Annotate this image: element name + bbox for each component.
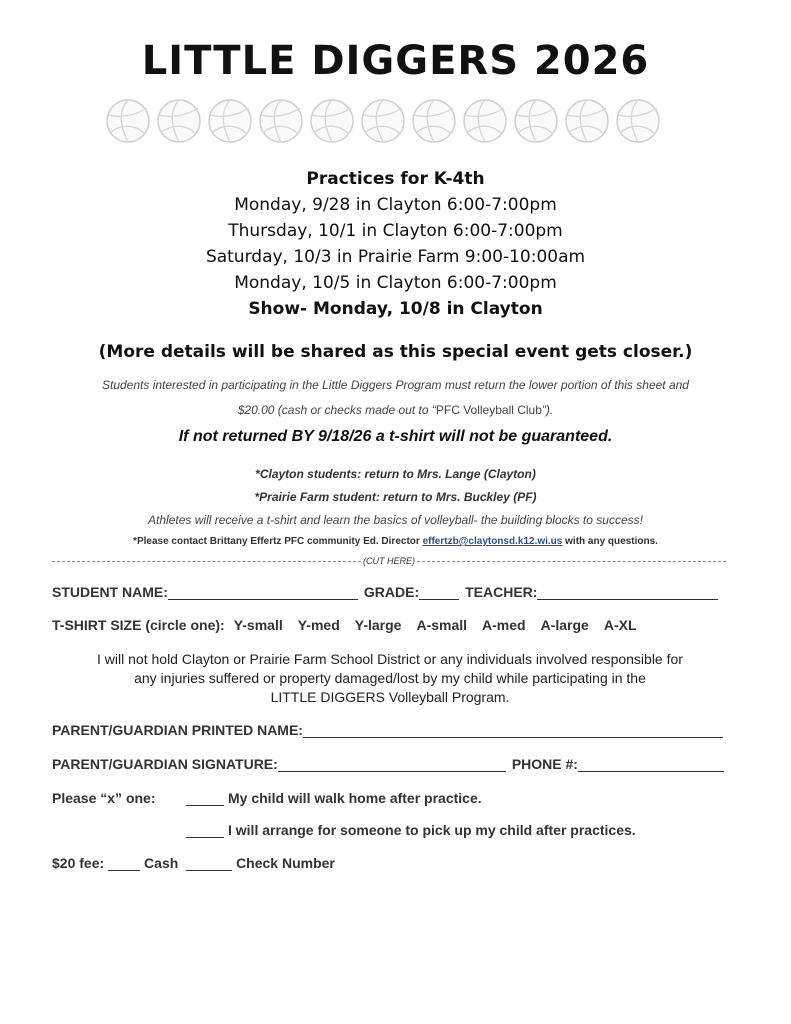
parent-name-field[interactable] [303,724,723,738]
phone-field[interactable] [578,758,724,772]
student-name-field[interactable] [168,586,358,600]
tshirt-size-option[interactable]: Y-small [233,617,283,633]
teacher-label: TEACHER: [465,584,538,600]
practice-session: Thursday, 10/1 in Clayton 6:00-7:00pm [228,221,563,241]
volleyball-decoration [105,98,661,144]
check-number-blank[interactable] [186,858,232,871]
signature-field[interactable] [278,758,506,772]
signature-row [52,756,724,772]
fee-label: $20 fee: [52,855,105,871]
walk-checkbox-blank[interactable] [186,793,224,806]
intro-after: ”). [541,403,554,417]
tshirt-label: T-SHIRT SIZE (circle one): [52,617,225,633]
tshirt-size-option[interactable]: Y-large [354,617,402,633]
practices-heading: Practices for K-4th [306,169,485,189]
phone-label: PHONE #: [511,756,578,772]
athletes-note: Athletes will receive a t-shirt and learn the basics of volleyball- the building blocks to success! [148,513,643,527]
tshirt-size-option[interactable]: A-small [416,617,468,633]
parent-name-label: PARENT/GUARDIAN PRINTED NAME: [52,722,303,738]
student-name-label: STUDENT NAME: [52,584,168,600]
waiver-text [52,650,728,707]
grade-label: GRADE: [363,584,420,600]
teacher-field[interactable] [537,586,718,600]
fee-row [52,855,335,871]
tshirt-size-option[interactable]: A-med [482,617,526,633]
contact-email-link[interactable]: effertzb@claytonsd.k12.wi.us [422,536,563,547]
cash-blank[interactable] [108,858,140,871]
practice-session: Monday, 9/28 in Clayton 6:00-7:00pm [234,195,557,215]
student-row [52,584,718,600]
club-name: PFC Volleyball Club [435,403,542,417]
waiver-line: any injuries suffered or property damaged/lost by my child while participating in the [134,670,646,686]
volleyball-icon [564,98,610,144]
pickup-option-label: I will arrange for someone to pick up my child after practices. [228,822,636,838]
volleyball-icon [309,98,355,144]
page-title: LITTLE DIGGERS 2026 [141,38,650,84]
volleyball-icon [207,98,253,144]
pickup-option-row [186,822,636,838]
tshirt-row [52,617,637,633]
volleyball-icon [258,98,304,144]
walk-option-row [52,790,482,806]
volleyball-icon [156,98,202,144]
tshirt-size-option[interactable]: Y-med [297,617,340,633]
tshirt-size-option[interactable]: A-XL [603,617,637,633]
contact-after: with any questions. [562,536,658,547]
parent-name-row [52,722,723,738]
intro-text [90,373,701,423]
volleyball-icon [513,98,559,144]
deadline-warning: If not returned BY 9/18/26 a t-shirt will not be guaranteed. [178,428,613,445]
walk-option-label: My child will walk home after practice. [228,790,482,806]
tshirt-sizes [225,617,637,633]
pickup-checkbox-blank[interactable] [186,825,224,838]
cut-line [52,556,726,566]
volleyball-icon [615,98,661,144]
cut-dash-left [52,561,361,562]
practice-schedule [0,166,791,322]
cut-dash-right [417,561,726,562]
tshirt-size-option[interactable]: A-large [540,617,589,633]
volleyball-icon [360,98,406,144]
return-clayton: *Clayton students: return to Mrs. Lange (Clayton) [255,467,536,481]
waiver-line: LITTLE DIGGERS Volleyball Program. [270,689,510,705]
cut-label: (CUT HERE) [363,556,415,566]
volleyball-icon [411,98,457,144]
signature-label: PARENT/GUARDIAN SIGNATURE: [52,756,278,772]
practice-session: Monday, 10/5 in Clayton 6:00-7:00pm [234,273,557,293]
show-date: Show- Monday, 10/8 in Clayton [248,299,543,319]
please-x-label: Please “x” one: [52,790,156,806]
waiver-line: I will not hold Clayton or Prairie Farm School District or any individuals involved responsible for [97,651,683,667]
details-note: (More details will be shared as this special event gets closer.) [98,342,693,362]
volleyball-icon [105,98,151,144]
cash-label: Cash [144,855,179,871]
contact-line [0,536,791,547]
contact-before: *Please contact Brittany Effertz PFC community Ed. Director [133,536,423,547]
return-prairie-farm: *Prairie Farm student: return to Mrs. Buckley (PF) [254,490,537,504]
volleyball-icon [462,98,508,144]
grade-field[interactable] [419,586,459,600]
intro-before: Students interested in participating in the Little Diggers Program must return the lower portion of this sheet and $20.00 (cash or checks made out to “ [102,378,689,417]
practice-session: Saturday, 10/3 in Prairie Farm 9:00-10:00am [205,247,586,267]
check-number-label: Check Number [236,855,335,871]
